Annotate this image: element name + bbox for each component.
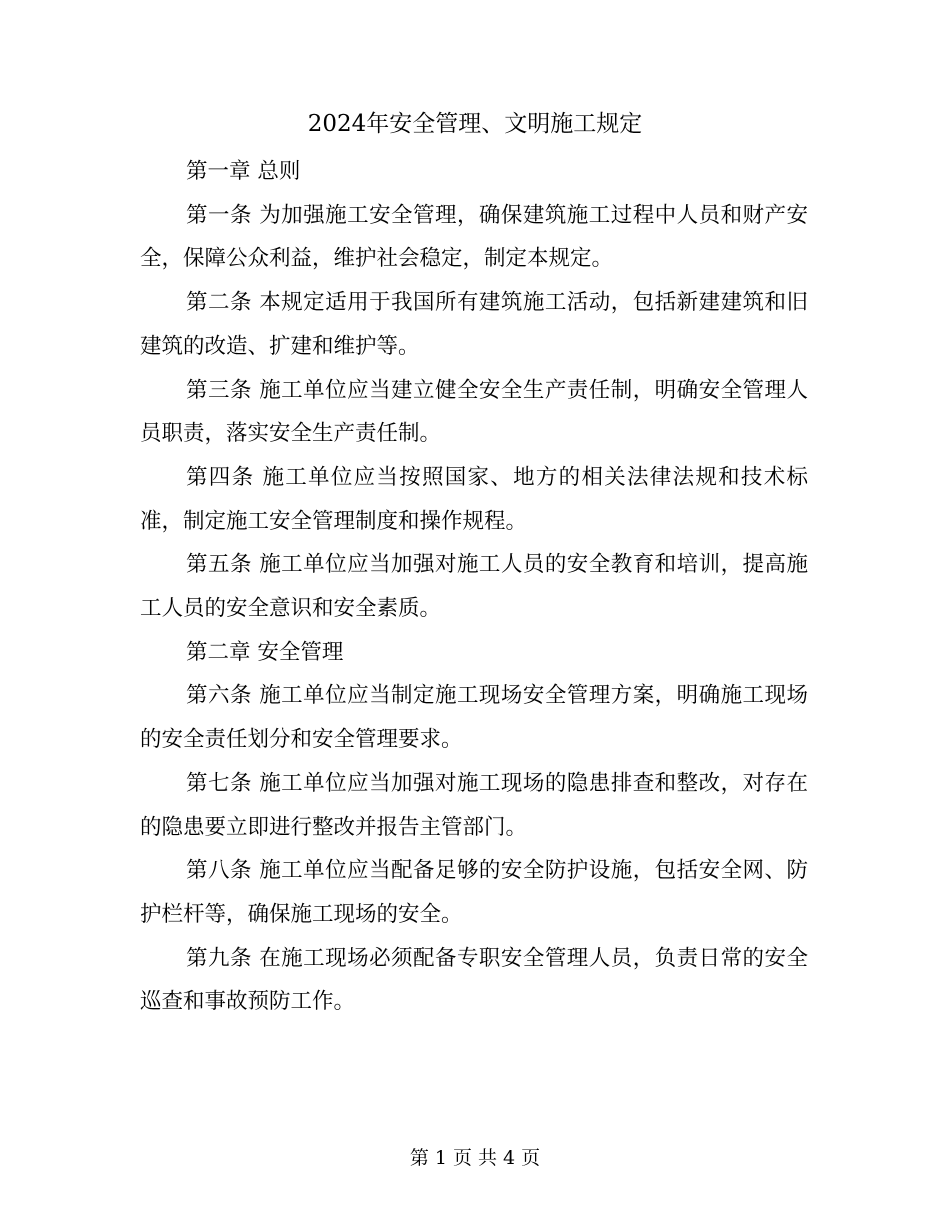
article-paragraph: 第二条 本规定适用于我国所有建筑施工活动，包括新建建筑和旧建筑的改造、扩建和维护等。	[140, 290, 808, 359]
article-paragraph: 第四条 施工单位应当按照国家、地方的相关法律法规和技术标准，制定施工安全管理制度和操作规程。	[140, 464, 808, 534]
article-paragraph: 第一条 为加强施工安全管理，确保建筑施工过程中人员和财产安全，保障公众利益，维护社会稳定，制定本规定。	[140, 202, 808, 272]
article-paragraph: 第三条 施工单位应当建立健全安全生产责任制，明确安全管理人员职责，落实安全生产责任制。	[140, 377, 808, 447]
article-paragraph: 第七条 施工单位应当加强对施工现场的隐患排查和整改，对存在的隐患要立即进行整改并报告主管部门。	[140, 770, 808, 840]
article-paragraph: 第九条 在施工现场必须配备专职安全管理人员，负责日常的安全巡查和事故预防工作。	[140, 945, 808, 1015]
article-paragraph: 第五条 施工单位应当加强对施工人员的安全教育和培训，提高施工人员的安全意识和安全素质。	[140, 552, 808, 622]
article-paragraph: 第六条 施工单位应当制定施工现场安全管理方案，明确施工现场的安全责任划分和安全管理要求。	[140, 683, 808, 753]
chapter-heading: 第二章 安全管理	[186, 639, 344, 665]
document-title: 2024年安全管理、文明施工规定	[307, 111, 643, 137]
page-footer: 第 1 页 共 4 页	[409, 1147, 541, 1169]
document-body	[140, 150, 808, 1024]
chapter-heading: 第一章 总则	[186, 159, 301, 184]
article-paragraph: 第八条 施工单位应当配备足够的安全防护设施，包括安全网、防护栏杆等，确保施工现场的安全。	[140, 858, 808, 927]
